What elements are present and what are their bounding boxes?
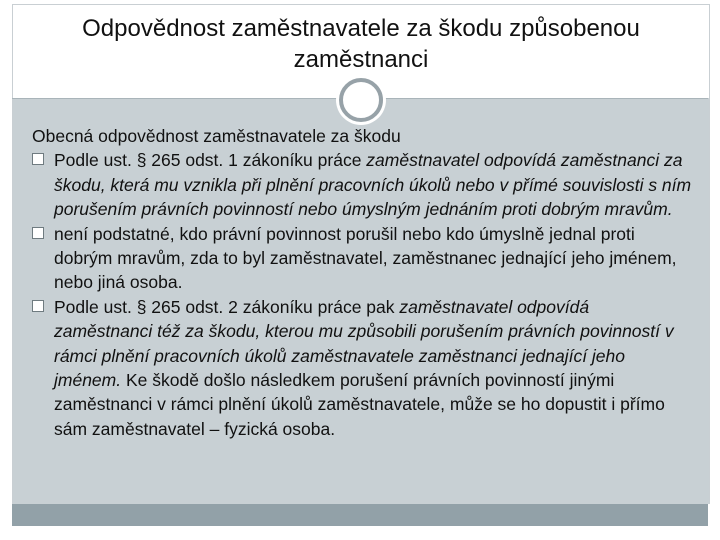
item-1-text-2: zaměstnavatel odpovídá zaměstnanci za škodu, která mu vznikla při plnění pracovních úkolů nebo v přímé souvislosti s ním porušením právních povinností nebo úmyslným jednáním proti dobrým mravům.	[54, 150, 692, 220]
bullet-item-3	[32, 295, 692, 441]
footer-bar	[12, 504, 708, 526]
checkbox-square-icon	[32, 227, 44, 239]
item-3-text-2: zaměstnavatel odpovídá zaměstnanci též za škodu, kterou mu způsobili porušením právních povinností v rámci plnění pracovních úkolů zaměstnavatele zaměstnanci jednající jeho jménem.	[54, 296, 674, 391]
checkbox-square-icon	[32, 153, 44, 165]
checkbox-square-icon	[32, 300, 44, 312]
slide-title: Odpovědnost zaměstnavatele za škodu způsobenou zaměstnanci	[82, 15, 640, 73]
circle-ornament-icon	[339, 78, 383, 122]
item-3-text-1: Podle ust. § 265 odst. 2 zákoníku práce pak	[54, 296, 400, 317]
slide-body	[32, 124, 692, 441]
item-1-text-1: Podle ust. § 265 odst. 1 zákoníku práce	[54, 150, 367, 171]
bullet-item-1	[32, 148, 692, 221]
section-heading: Obecná odpovědnost zaměstnavatele za škodu	[32, 126, 401, 146]
item-3-text-3: Ke škodě došlo následkem porušení právních povinností jinými zaměstnanci v rámci plnění úkolů zaměstnavatele, může se ho dopustit i přímo sám zaměstnavatel – fyzická osoba.	[54, 370, 665, 439]
bullet-item-2	[32, 222, 692, 295]
item-2-text-1: není podstatné, kdo právní povinnost porušil nebo kdo úmyslně jednal proti dobrým mravům, zda to byl zaměstnavatel, zaměstnanec jednající jeho jménem, nebo jiná osoba.	[54, 223, 677, 293]
